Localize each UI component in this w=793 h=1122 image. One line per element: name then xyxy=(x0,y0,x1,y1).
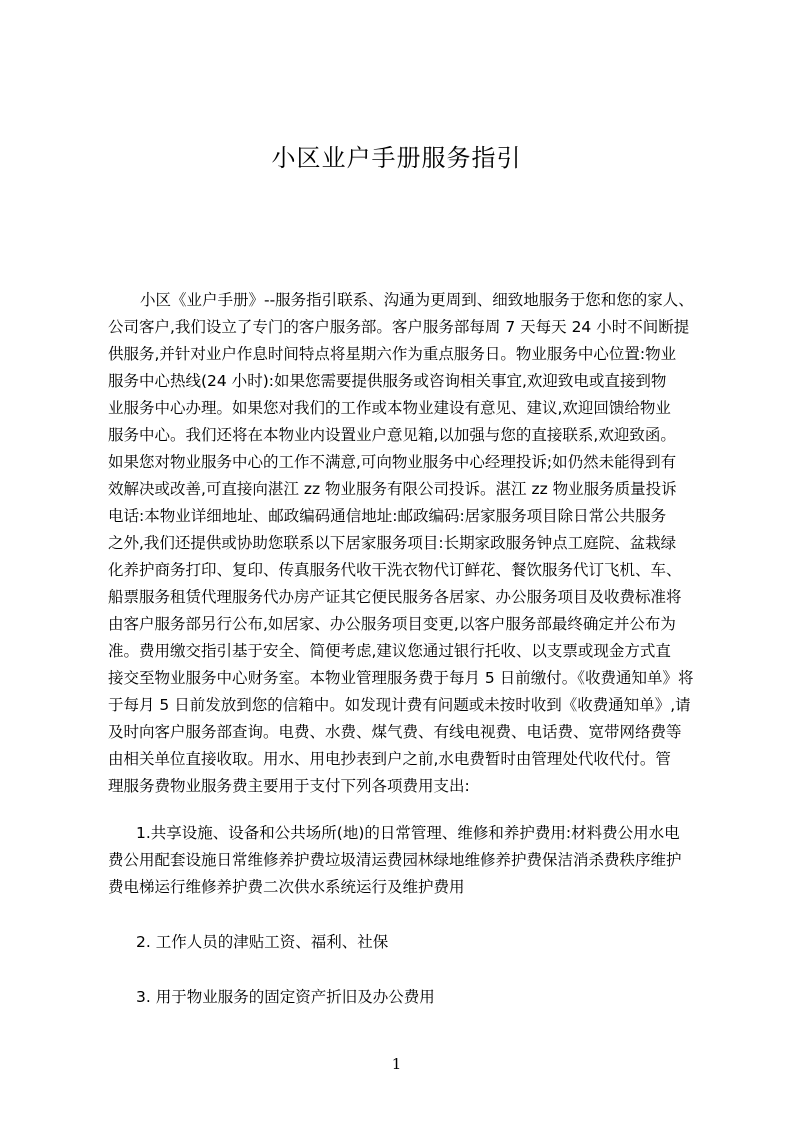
body-line: 准。费用缴交指引基于安全、简便考虑,建议您通过银行托收、以支票或现金方式直 xyxy=(108,642,671,660)
body-line: 理服务费物业服务费主要用于支付下列各项费用支出: xyxy=(108,777,470,795)
body-line: 于每月 5 日前发放到您的信箱中。如发现计费有问题或未按时收到《收费通知单》,请 xyxy=(108,696,691,714)
body-line: 之外,我们还提供或协助您联系以下居家服务项目:长期家政服务钟点工庭院、盆栽绿 xyxy=(108,534,677,552)
body-line: 接交至物业服务中心财务室。本物业管理服务费于每月 5 日前缴付。《收费通知单》将 xyxy=(108,669,694,687)
document-title: 小区业户手册服务指引 xyxy=(271,144,522,172)
body-line: 供服务,并针对业户作息时间特点将星期六作为重点服务日。物业服务中心位置:物业 xyxy=(108,345,677,363)
body-line: 电话:本物业详细地址、邮政编码通信地址:邮政编码:居家服务项目除日常公共服务 xyxy=(108,507,667,525)
body-line: 服务中心。我们还将在本物业内设置业户意见箱,以加强与您的直接联系,欢迎致函。 xyxy=(108,426,676,444)
list-item-3: 3. 用于物业服务的固定资产折旧及办公费用 xyxy=(136,988,435,1006)
body-line: 如果您对物业服务中心的工作不满意,可向物业服务中心经理投诉;如仍然未能得到有 xyxy=(108,453,677,471)
body-line: 化养护商务打印、复印、传真服务代收干洗衣物代订鲜花、餐饮服务代订飞机、车、 xyxy=(108,561,682,579)
body-line: 服务中心热线(24 小时):如果您需要提供服务或咨询相关事宜,欢迎致电或直接到物 xyxy=(108,372,667,390)
body-line: 公司客户,我们设立了专门的客户服务部。客户服务部每周 7 天每天 24 小时不间断提 xyxy=(108,318,690,336)
list-item-line: 费电梯运行维修养护费二次供水系统运行及维护费用 xyxy=(108,878,465,896)
page-number: 1 xyxy=(391,1055,402,1073)
list-item-2: 2. 工作人员的津贴工资、福利、社保 xyxy=(136,933,389,951)
body-line: 小区《业户手册》--服务指引联系、沟通为更周到、细致地服务于您和您的家人、 xyxy=(140,291,694,309)
body-line: 由客户服务部另行公布,如居家、办公服务项目变更,以客户服务部最终确定并公布为 xyxy=(108,615,676,633)
list-item-line: 费公用配套设施日常维修养护费垃圾清运费园林绿地维修养护费保洁消杀费秩序维护 xyxy=(108,851,682,869)
body-line: 由相关单位直接收取。用水、用电抄表到户之前,水电费暂时由管理处代收代付。管 xyxy=(108,750,671,768)
body-line: 效解决或改善,可直接向湛江 zz 物业服务有限公司投诉。湛江 zz 物业服务质量投诉 xyxy=(108,480,677,498)
body-line: 及时向客户服务部查询。电费、水费、煤气费、有线电视费、电话费、宽带网络费等 xyxy=(108,723,682,741)
body-line: 业服务中心办理。如果您对我们的工作或本物业建设有意见、建议,欢迎回馈给物业 xyxy=(108,399,671,417)
body-line: 船票服务租赁代理服务代办房产证其它便民服务各居家、办公服务项目及收费标准将 xyxy=(108,588,682,606)
list-item-line: 1.共享设施、设备和公共场所(地)的日常管理、维修和养护费用:材料费公用水电 xyxy=(136,824,680,842)
